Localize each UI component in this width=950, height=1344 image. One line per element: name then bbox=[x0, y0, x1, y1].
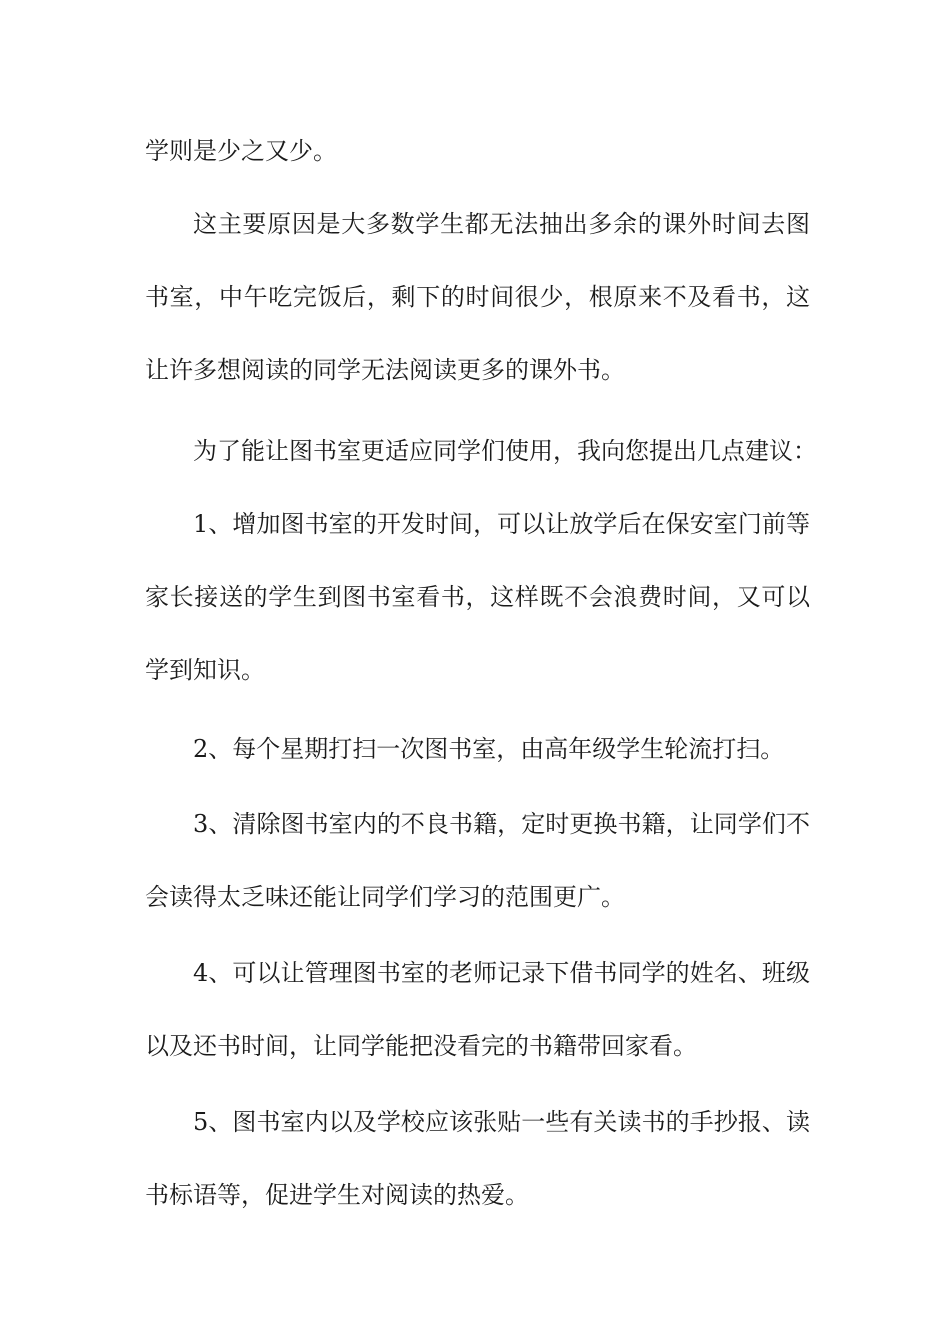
text-line: 5、图书室内以及学校应该张贴一些有关读书的手抄报、读 bbox=[193, 1108, 810, 1136]
text-line: 学到知识。 bbox=[145, 656, 265, 684]
text-line: 让许多想阅读的同学无法阅读更多的课外书。 bbox=[145, 356, 625, 384]
text-line: 会读得太乏味还能让同学们学习的范围更广。 bbox=[145, 883, 625, 911]
text-line: 以及还书时间，让同学能把没看完的书籍带回家看。 bbox=[145, 1032, 697, 1060]
text-line: 书标语等，促进学生对阅读的热爱。 bbox=[145, 1181, 529, 1209]
paragraph-continuation bbox=[145, 115, 810, 188]
paragraph-reason bbox=[145, 188, 810, 407]
suggestion-item-3 bbox=[145, 788, 810, 934]
text-line: 家长接送的学生到图书室看书，这样既不会浪费时间，又可以 bbox=[145, 583, 810, 611]
suggestion-item-1 bbox=[145, 488, 810, 707]
text-line: 为了能让图书室更适应同学们使用，我向您提出几点建议： bbox=[193, 437, 817, 465]
text-line: 1、增加图书室的开发时间，可以让放学后在保安室门前等 bbox=[193, 510, 810, 538]
text-line: 书室，中午吃完饭后，剩下的时间很少，根原来不及看书，这 bbox=[145, 283, 810, 311]
suggestion-item-4 bbox=[145, 937, 810, 1083]
text-line: 3、清除图书室内的不良书籍，定时更换书籍，让同学们不 bbox=[193, 810, 810, 838]
text-line: 2、每个星期打扫一次图书室，由高年级学生轮流打扫。 bbox=[193, 735, 785, 763]
text-line: 4、可以让管理图书室的老师记录下借书同学的姓名、班级 bbox=[193, 959, 810, 987]
text-line: 这主要原因是大多数学生都无法抽出多余的课外时间去图 bbox=[193, 210, 810, 238]
suggestion-item-5 bbox=[145, 1086, 810, 1232]
paragraph-suggestion-intro bbox=[145, 415, 817, 488]
suggestion-item-2 bbox=[145, 713, 810, 786]
text-line: 学则是少之又少。 bbox=[145, 137, 337, 165]
